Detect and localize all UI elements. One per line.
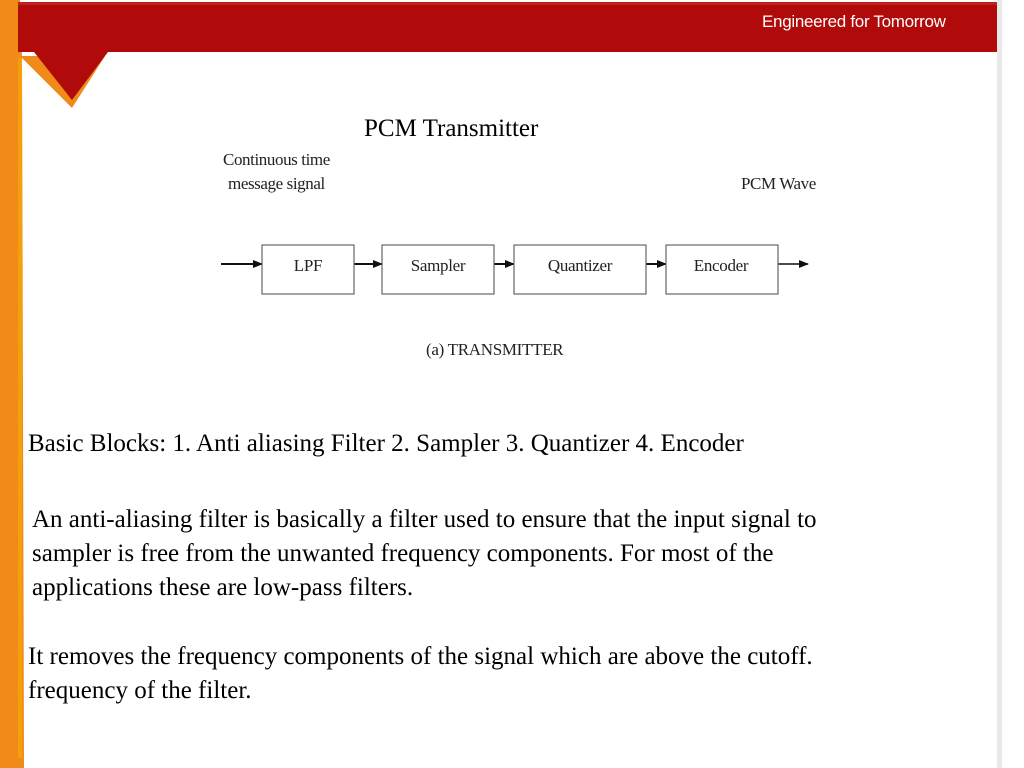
input-label-line1: Continuous time	[223, 150, 330, 169]
diagram-caption: (a) TRANSMITTER	[426, 340, 564, 359]
slide-title: PCM Transmitter	[364, 115, 539, 142]
block-label-sampler-text: Sampler	[410, 256, 466, 275]
anti-aliasing-line3: applications these are low-pass filters.	[32, 574, 414, 601]
block-label-encoder-text: Encoder	[693, 256, 749, 275]
block-label-lpf-text: LPF	[293, 256, 323, 275]
removes-line1: It removes the frequency components of the signal which are above the cutoff.	[28, 643, 813, 670]
anti-aliasing-line1: An anti-aliasing filter is basically a filter used to ensure that the input signal to	[32, 506, 817, 533]
brand-tagline: Engineered for Tomorrow	[762, 12, 946, 31]
removes-line2: frequency of the filter.	[28, 677, 252, 704]
block-label-quantizer-text: Quantizer	[547, 256, 613, 275]
output-label: PCM Wave	[741, 174, 816, 193]
basic-blocks-text: Basic Blocks: 1. Anti aliasing Filter 2. Sampler 3. Quantizer 4. Encoder	[28, 430, 744, 457]
input-label-line2: message signal	[228, 174, 325, 193]
anti-aliasing-line2: sampler is free from the unwanted frequency components. For most of the	[32, 540, 774, 567]
